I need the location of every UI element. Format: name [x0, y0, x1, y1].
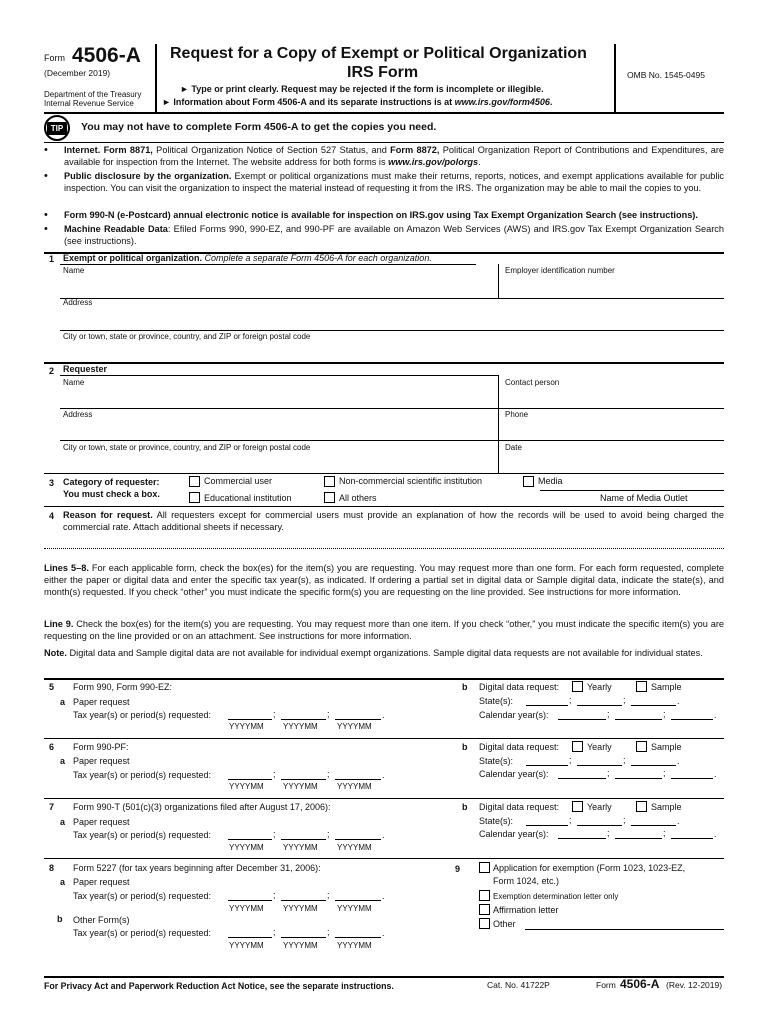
semicolon: ;: [607, 709, 610, 719]
line-5-number: 5: [49, 682, 55, 692]
line-8-paper-request: Paper request: [73, 877, 130, 887]
period: .: [677, 756, 680, 766]
line-6-sample-checkbox[interactable]: [636, 741, 647, 752]
line-7-tax-year-label: Tax year(s) or period(s) requested:: [73, 830, 212, 840]
line-5-state-2[interactable]: [577, 705, 622, 706]
bullet-machine-readable: Machine Readable Data: Efiled Forms 990, 990-EZ, and 990-PF are available on Amazon Web Services (AWS) and IRS.gov Tax Exempt Organization Search (see instructions).: [64, 224, 724, 246]
contact-person-label: Contact person: [505, 378, 560, 387]
lines-5-8-instructions: Lines 5–8. For each applicable form, check the box(es) for the item(s) you are requesting. You may request more than one form. For each form requested, complete either the paper or digital data and enter the specific tax year(s), as indicated. If ordering a partial set in digital data or Sample digital data, indicate the state(s), and month(s) requested. If you check “other” you must indicate the specific form(s) you are requesting on the line provided. See instructions for more information.: [44, 563, 724, 597]
line-5-states-label: State(s):: [479, 696, 514, 706]
tip-text: You may not have to complete Form 4506-A to get the copies you need.: [81, 121, 437, 133]
line-1-number: 1: [49, 254, 55, 264]
yyyymm-hint: YYYYMM: [283, 782, 318, 791]
line-2-title: Requester: [63, 364, 108, 374]
line-5-year-1[interactable]: [228, 719, 272, 720]
org-city-label: City or town, state or province, country, and ZIP or foreign postal code: [63, 332, 311, 341]
all-others-label: All others: [339, 493, 377, 503]
line-6-calendar-label: Calendar year(s):: [479, 769, 549, 779]
line-6-yearly-checkbox[interactable]: [572, 741, 583, 752]
noncommercial-label: Non-commercial scientific institution: [339, 476, 483, 486]
line-6-cal-1[interactable]: [558, 778, 606, 779]
semicolon: ;: [327, 829, 330, 839]
media-label: Media: [538, 476, 563, 486]
period: .: [714, 710, 717, 720]
line-8-other-year-3[interactable]: [335, 937, 381, 938]
yyyymm-hint: YYYYMM: [229, 722, 264, 731]
requester-address-field[interactable]: [60, 408, 498, 440]
line-7b-letter: b: [462, 802, 468, 812]
affirmation-letter-checkbox[interactable]: [479, 904, 490, 915]
phone-label: Phone: [505, 410, 529, 419]
line-8a-letter: a: [60, 877, 66, 887]
line-7-calendar-label: Calendar year(s):: [479, 829, 549, 839]
date-field[interactable]: [499, 440, 724, 473]
line-3-title: Category of requester:: [63, 477, 160, 487]
line-6a-letter: a: [60, 756, 66, 766]
line-5a-letter: a: [60, 697, 66, 707]
all-others-checkbox[interactable]: [324, 492, 335, 503]
line-7-year-1[interactable]: [228, 839, 272, 840]
line-6-yearly-label: Yearly: [587, 742, 612, 752]
period: .: [714, 769, 717, 779]
line-7-sample-label: Sample: [651, 802, 682, 812]
semicolon: ;: [623, 755, 626, 765]
form-title-line2: IRS Form: [347, 64, 419, 81]
requester-address-label: Address: [63, 410, 93, 419]
line-7-digital-label: Digital data request:: [479, 802, 560, 812]
line-8-tax-year-label: Tax year(s) or period(s) requested:: [73, 891, 212, 901]
media-checkbox[interactable]: [523, 476, 534, 487]
commercial-user-label: Commercial user: [204, 476, 273, 486]
date-label: Date: [505, 443, 522, 452]
form-date: (December 2019): [44, 68, 111, 78]
line-6-year-1[interactable]: [228, 779, 272, 780]
agency: Internal Revenue Service: [44, 99, 134, 108]
semicolon: ;: [327, 890, 330, 900]
line-5-state-1[interactable]: [526, 705, 568, 706]
semicolon: ;: [607, 828, 610, 838]
ein-label: Employer identification number: [505, 266, 615, 275]
semicolon: ;: [569, 755, 572, 765]
line-5-cal-1[interactable]: [558, 719, 606, 720]
yyyymm-hint: YYYYMM: [229, 904, 264, 913]
semicolon: ;: [273, 709, 276, 719]
line-3-number: 3: [49, 478, 55, 488]
line-9-other-label: Other: [493, 919, 516, 929]
line-5-digital-label: Digital data request:: [479, 682, 560, 692]
period: .: [382, 891, 385, 901]
line-5-calendar-label: Calendar year(s):: [479, 710, 549, 720]
line-5-cal-3[interactable]: [671, 719, 713, 720]
yyyymm-hint: YYYYMM: [283, 843, 318, 852]
bullet-internet: Internet. Form 8871, Political Organization Notice of Section 527 Status, and Form 8872, Political Organization Report of Contributions and Expenditures, are available for inspection from the Internet. The website address for both forms is www.irs.gov/polorgs.: [64, 145, 724, 167]
line-6-tax-year-label: Tax year(s) or period(s) requested:: [73, 770, 212, 780]
line-5-yearly-checkbox[interactable]: [572, 681, 583, 692]
line-5-paper-request: Paper request: [73, 697, 130, 707]
line-6-states-label: State(s):: [479, 756, 514, 766]
affirmation-letter-label: Affirmation letter: [493, 905, 559, 915]
line-5b-letter: b: [462, 682, 468, 692]
line-5-yearly-label: Yearly: [587, 682, 612, 692]
yyyymm-hint: YYYYMM: [337, 904, 372, 913]
requester-name-label: Name: [63, 378, 85, 387]
period: .: [382, 770, 385, 780]
period: .: [677, 696, 680, 706]
line-7-states-label: State(s):: [479, 816, 514, 826]
line-6-paper-request: Paper request: [73, 756, 130, 766]
line-7-cal-1[interactable]: [558, 838, 606, 839]
semicolon: ;: [327, 927, 330, 937]
line-8b-letter: b: [57, 914, 63, 924]
line-6-state-2[interactable]: [577, 765, 622, 766]
line-8-other-year-2[interactable]: [281, 937, 326, 938]
line-8-year-1[interactable]: [228, 900, 272, 901]
line-8-other-tax-year-label: Tax year(s) or period(s) requested:: [73, 928, 212, 938]
org-name-field[interactable]: [60, 264, 498, 298]
line-7-state-1[interactable]: [526, 825, 568, 826]
line-6-digital-label: Digital data request:: [479, 742, 560, 752]
media-outlet-label: Name of Media Outlet: [600, 493, 688, 503]
form-title-line1: Request for a Copy of Exempt or Political Organization: [170, 45, 587, 62]
period: .: [382, 830, 385, 840]
line-6-state-1[interactable]: [526, 765, 568, 766]
line-4-number: 4: [49, 511, 55, 521]
media-outlet-field[interactable]: [540, 490, 724, 491]
semicolon: ;: [663, 768, 666, 778]
form-label: Form: [44, 53, 65, 63]
line-9-instructions: Line 9. Check the box(es) for the item(s) you are requesting. You may request more than one item. If you check “other,” you must indicate the specific item(s) you are requesting on the line provided or on an attachment. See instructions for more information.: [44, 619, 725, 641]
application-exemption-label-2: Form 1024, etc.): [493, 876, 560, 886]
yyyymm-hint: YYYYMM: [283, 722, 318, 731]
semicolon: ;: [663, 709, 666, 719]
line-6-year-3[interactable]: [335, 779, 381, 780]
instruction-info: ► Information about Form 4506-A and its separate instructions is at www.irs.gov/form4506.: [162, 97, 553, 107]
semicolon: ;: [327, 709, 330, 719]
catalog-number: Cat. No. 41722P: [487, 980, 550, 990]
footer-revision: (Rev. 12-2019): [666, 980, 723, 990]
phone-field[interactable]: [499, 408, 724, 440]
semicolon: ;: [663, 828, 666, 838]
semicolon: ;: [569, 815, 572, 825]
semicolon: ;: [623, 815, 626, 825]
yyyymm-hint: YYYYMM: [283, 941, 318, 950]
yyyymm-hint: YYYYMM: [337, 782, 372, 791]
educational-label: Educational institution: [204, 493, 292, 503]
line-7-state-3[interactable]: [631, 825, 676, 826]
bullet-icon: •: [44, 170, 48, 182]
footer-form-label: Form: [596, 980, 616, 990]
noncommercial-checkbox[interactable]: [324, 476, 335, 487]
semicolon: ;: [623, 695, 626, 705]
educational-checkbox[interactable]: [189, 492, 200, 503]
bullet-icon: •: [44, 144, 48, 156]
contact-person-field[interactable]: [499, 375, 724, 408]
line-6-cal-3[interactable]: [671, 778, 713, 779]
line-5-sample-checkbox[interactable]: [636, 681, 647, 692]
reason-field[interactable]: [44, 548, 724, 549]
application-exemption-label: Application for exemption (Form 1023, 1023-EZ,: [493, 863, 686, 873]
note-instructions: Note. Digital data and Sample digital data are not available for individual exempt organizations. Sample digital data requests are not available for individual states.: [44, 648, 703, 658]
line-5-title: Form 990, Form 990-EZ:: [73, 682, 173, 692]
commercial-user-checkbox[interactable]: [189, 476, 200, 487]
line-5-year-3[interactable]: [335, 719, 381, 720]
line-7-sample-checkbox[interactable]: [636, 801, 647, 812]
semicolon: ;: [273, 890, 276, 900]
line-5-year-2[interactable]: [281, 719, 326, 720]
line-7-cal-2[interactable]: [615, 838, 662, 839]
org-address-field[interactable]: [60, 298, 724, 330]
period: .: [382, 928, 385, 938]
line-8-number: 8: [49, 863, 55, 873]
bullet-990n: Form 990-N (e-Postcard) annual electronic notice is available for inspection on IRS.gov using Tax Exempt Organization Search (see instructions).: [64, 210, 698, 220]
department: Department of the Treasury: [44, 90, 142, 99]
line-7-cal-3[interactable]: [671, 838, 713, 839]
ein-field[interactable]: [499, 264, 724, 298]
yyyymm-hint: YYYYMM: [337, 843, 372, 852]
yyyymm-hint: YYYYMM: [283, 904, 318, 913]
semicolon: ;: [273, 829, 276, 839]
line-7-yearly-checkbox[interactable]: [572, 801, 583, 812]
line-5-sample-label: Sample: [651, 682, 682, 692]
semicolon: ;: [607, 768, 610, 778]
requester-name-field[interactable]: [60, 375, 498, 408]
line-6-year-2[interactable]: [281, 779, 326, 780]
line-6-state-3[interactable]: [631, 765, 676, 766]
line-7-yearly-label: Yearly: [587, 802, 612, 812]
line-1-title: Exempt or political organization. Complete a separate Form 4506-A for each organization.: [63, 253, 432, 263]
privacy-notice: For Privacy Act and Paperwork Reduction Act Notice, see the separate instructions.: [44, 981, 394, 991]
line-9-number: 9: [455, 864, 461, 874]
line-7-state-2[interactable]: [577, 825, 622, 826]
line-6b-letter: b: [462, 742, 468, 752]
instruction-type-print: ► Type or print clearly. Request may be rejected if the form is incomplete or illegible.: [180, 84, 544, 94]
semicolon: ;: [273, 769, 276, 779]
org-address-label: Address: [63, 298, 93, 307]
bullet-icon: •: [44, 209, 48, 221]
line-6-title: Form 990-PF:: [73, 742, 129, 752]
line-8-year-2[interactable]: [281, 900, 326, 901]
line-5-state-3[interactable]: [631, 705, 676, 706]
footer-form-number: 4506-A: [620, 977, 660, 991]
omb-number: OMB No. 1545-0495: [627, 70, 705, 80]
bullet-icon: •: [44, 223, 48, 235]
line-7-paper-request: Paper request: [73, 817, 130, 827]
line-6-number: 6: [49, 742, 55, 752]
line-3-subtitle: You must check a box.: [63, 489, 160, 499]
line-7-title: Form 990-T (501(c)(3) organizations filed after August 17, 2006):: [73, 802, 331, 812]
line-9-other-field[interactable]: [525, 929, 724, 930]
requester-city-field[interactable]: [60, 440, 498, 473]
line-7-year-3[interactable]: [335, 839, 381, 840]
yyyymm-hint: YYYYMM: [229, 843, 264, 852]
line-5-tax-year-label: Tax year(s) or period(s) requested:: [73, 710, 212, 720]
line-2-number: 2: [49, 366, 55, 376]
semicolon: ;: [569, 695, 572, 705]
line-7a-letter: a: [60, 817, 66, 827]
line-8-year-3[interactable]: [335, 900, 381, 901]
yyyymm-hint: YYYYMM: [229, 941, 264, 950]
line-8-other-forms-label: Other Form(s): [73, 915, 130, 925]
line-7-year-2[interactable]: [281, 839, 326, 840]
line-5-cal-2[interactable]: [615, 719, 662, 720]
yyyymm-hint: YYYYMM: [229, 782, 264, 791]
org-name-label: Name: [63, 266, 85, 275]
form-number: 4506-A: [72, 44, 141, 67]
org-city-field[interactable]: [60, 330, 724, 362]
semicolon: ;: [273, 927, 276, 937]
line-9-other-checkbox[interactable]: [479, 918, 490, 929]
semicolon: ;: [327, 769, 330, 779]
bullet-public-disclosure: Public disclosure by the organization. Exempt or political organizations must make their returns, reports, notices, and exempt applications available for public inspection. You can visit the organization to inspect the material instead of requesting it from the IRS. The organization may be able to mail the copies to you.: [64, 171, 725, 193]
exemption-letter-checkbox[interactable]: [479, 890, 490, 901]
line-7-number: 7: [49, 802, 55, 812]
yyyymm-hint: YYYYMM: [337, 722, 372, 731]
line-6-cal-2[interactable]: [615, 778, 662, 779]
line-8-other-year-1[interactable]: [228, 937, 272, 938]
period: .: [677, 816, 680, 826]
line-4-text: Reason for request. All requesters except for commercial users must provide an explanation of how the records will be used to avoid being charged the commercial rate. Attach additional sheets if necessary.: [63, 510, 725, 532]
application-exemption-checkbox[interactable]: [479, 862, 490, 873]
exemption-letter-label: Exemption determination letter only: [493, 892, 619, 901]
line-6-sample-label: Sample: [651, 742, 682, 752]
requester-city-label: City or town, state or province, country, and ZIP or foreign postal code: [63, 443, 311, 452]
period: .: [382, 710, 385, 720]
period: .: [714, 829, 717, 839]
tip-icon: TIP: [44, 115, 70, 141]
line-8-title: Form 5227 (for tax years beginning after December 31, 2006):: [73, 863, 321, 873]
yyyymm-hint: YYYYMM: [337, 941, 372, 950]
